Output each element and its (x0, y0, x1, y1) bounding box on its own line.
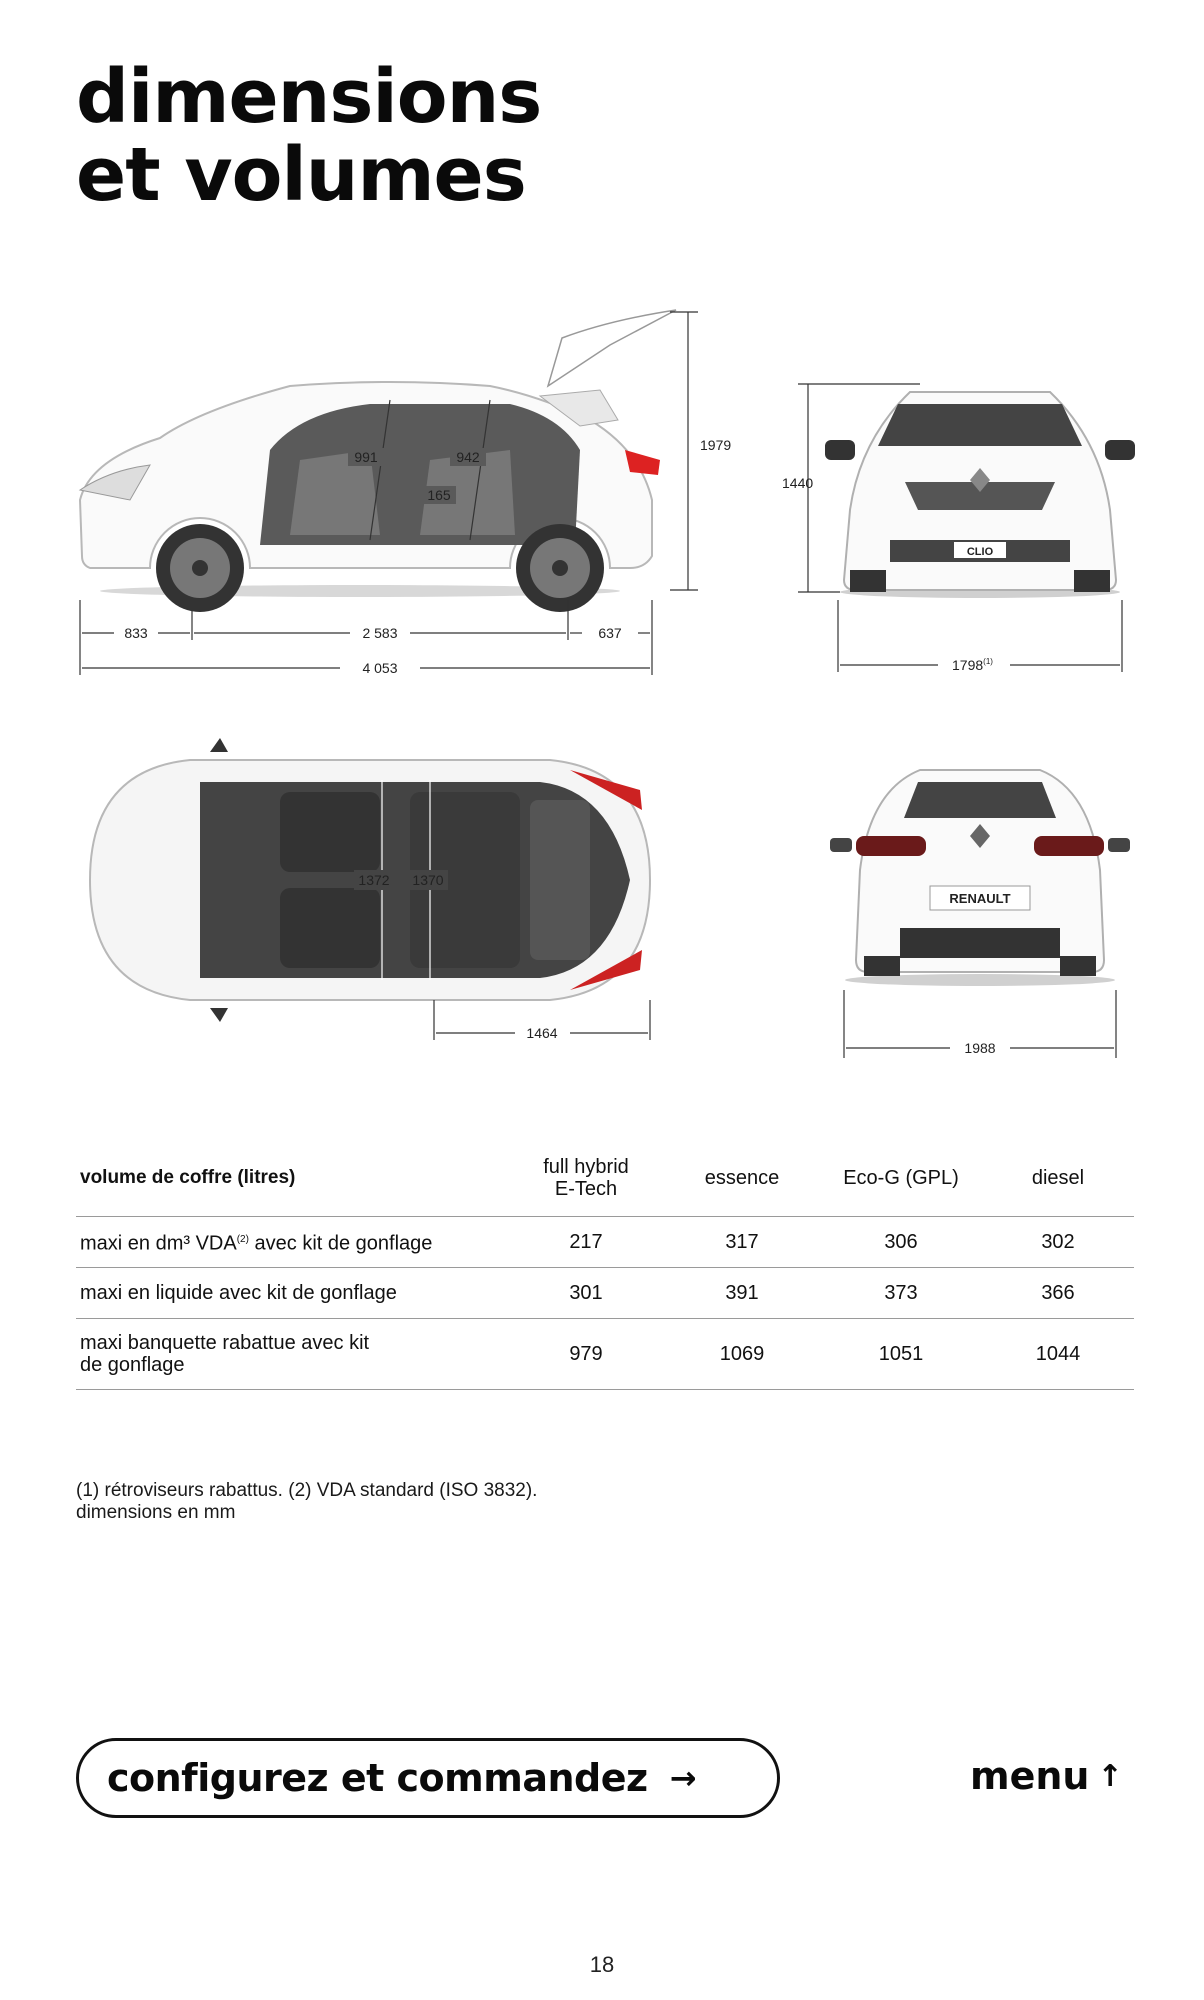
boot-volume-table (76, 1140, 1134, 1390)
row-label-line1: maxi banquette rabattue avec kit (80, 1332, 370, 1354)
cell-value: 1044 (1035, 1342, 1081, 1365)
table-header-diesel: diesel (1031, 1167, 1085, 1189)
dim-front-height: 1440 (782, 475, 814, 491)
page-title-line-1: dimensions (76, 54, 542, 140)
table-header-essence: essence (704, 1167, 780, 1189)
arrow-right-icon: → (669, 1759, 696, 1797)
side-view-drawing (70, 300, 732, 690)
dim-wheelbase: 2 583 (362, 625, 398, 641)
dim-front-width-sup: (1) (983, 657, 993, 666)
dim-interior-rear: 942 (456, 449, 480, 465)
menu-link[interactable] (970, 1754, 1123, 1798)
menu-label: menu (970, 1754, 1090, 1798)
front-view-drawing (780, 380, 1160, 690)
page-number: 18 (589, 1952, 615, 1977)
cell-value: 366 (1041, 1281, 1075, 1304)
table-header-row (76, 1140, 1134, 1217)
dim-rear-width: 1988 (964, 1040, 996, 1056)
cell-value: 1069 (719, 1342, 765, 1365)
dim-front-width (952, 657, 993, 673)
table-row (76, 1217, 1134, 1268)
cell-value: 1051 (878, 1342, 924, 1365)
cell-value: 979 (569, 1342, 603, 1365)
rear-badge: RENAULT (949, 891, 1011, 906)
cell-value: 302 (1041, 1230, 1075, 1253)
dim-rear-overhang: 637 (598, 625, 622, 641)
cell-value: 306 (884, 1230, 918, 1253)
configure-and-order-button[interactable] (76, 1738, 780, 1818)
side-tailgate-open (548, 310, 676, 386)
row-label (76, 1319, 508, 1390)
rear-view-drawing (830, 760, 1130, 1060)
top-view-drawing (70, 730, 670, 1050)
front-badge: CLIO (966, 546, 994, 558)
page-title (76, 54, 542, 218)
dim-interior-front: 991 (354, 449, 378, 465)
row-label-sup: (2) (236, 1234, 249, 1246)
footnotes (76, 1480, 537, 1524)
table-row (76, 1319, 1134, 1390)
table-row (76, 1268, 1134, 1319)
footnote-line-1: (1) rétroviseurs rabattus. (2) VDA standard (ISO 3832). (76, 1480, 538, 1501)
dim-length: 4 053 (362, 660, 398, 676)
footnote-line-2: dimensions en mm (76, 1502, 236, 1523)
dim-rear-legroom: 165 (427, 487, 451, 503)
page-title-line-2: et volumes (76, 132, 526, 218)
row-label-line2: de gonflage (80, 1354, 185, 1376)
table-header-hybrid (508, 1140, 664, 1217)
row-label-rest: avec kit de gonflage (248, 1232, 433, 1255)
dim-total-height: 1979 (700, 437, 732, 453)
arrow-up-icon: ↑ (1097, 1758, 1123, 1794)
dim-elbow-front: 1372 (358, 872, 390, 888)
dim-front-overhang: 833 (124, 625, 148, 641)
cell-value: 301 (569, 1281, 603, 1304)
dim-elbow-rear: 1370 (412, 872, 444, 888)
configure-and-order-label: configurez et commandez (107, 1756, 648, 1800)
cell-value: 373 (884, 1281, 918, 1304)
dim-boot-length: 1464 (526, 1025, 558, 1041)
row-label-main: maxi en dm³ VDA (80, 1232, 237, 1255)
row-label: maxi en liquide avec kit de gonflage (80, 1282, 397, 1304)
table-header-hybrid-line1: full hybrid (543, 1156, 629, 1178)
row-label (76, 1217, 508, 1268)
table-header-label: volume de coffre (litres) (80, 1167, 296, 1188)
cell-value: 317 (725, 1230, 759, 1253)
table-header-hybrid-line2: E-Tech (554, 1178, 618, 1200)
cell-value: 217 (569, 1230, 603, 1253)
dim-front-width-value: 1798 (952, 657, 984, 673)
cell-value: 391 (725, 1281, 759, 1304)
table-header-gpl: Eco-G (GPL) (843, 1167, 959, 1189)
